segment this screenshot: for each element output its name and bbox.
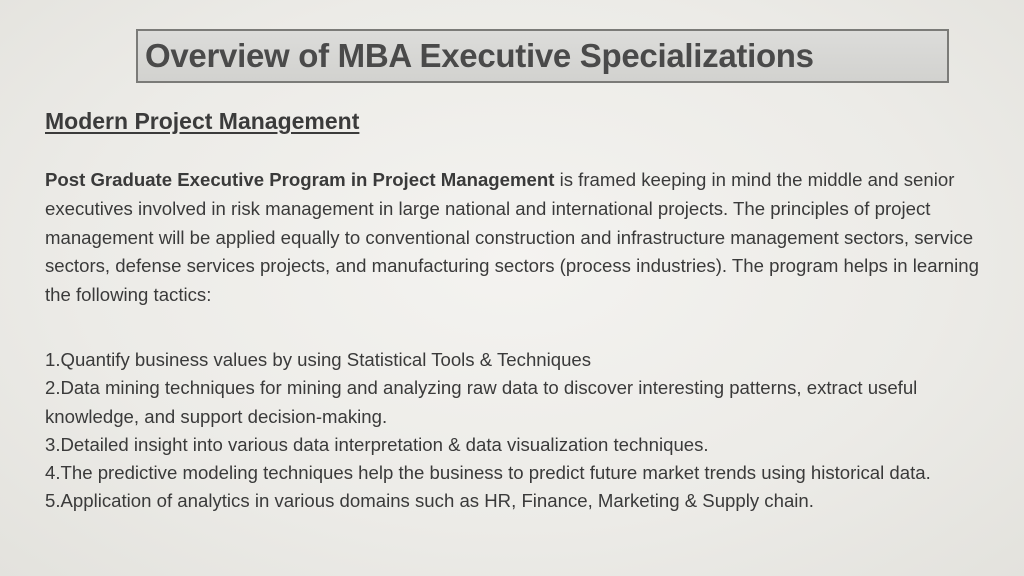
list-item: 2.Data mining techniques for mining and analyzing raw data to discover interesting patterns, extract useful knowledge, and support decision-making. — [45, 377, 918, 427]
slide-title: Overview of MBA Executive Specializations — [145, 37, 814, 74]
section-heading: Modern Project Management — [45, 108, 360, 134]
program-name: Post Graduate Executive Program in Project Management — [45, 169, 555, 190]
tactics-list — [45, 346, 1005, 516]
intro-paragraph — [45, 166, 1005, 310]
list-item: 5.Application of analytics in various domains such as HR, Finance, Marketing & Supply chain. — [45, 490, 814, 512]
list-item: 4.The predictive modeling techniques help the business to predict future market trends using historical data. — [45, 462, 931, 484]
list-item: 3.Detailed insight into various data interpretation & data visualization techniques. — [45, 433, 709, 455]
list-item: 1.Quantify business values by using Statistical Tools & Techniques — [45, 349, 592, 370]
title-box — [136, 29, 949, 83]
intro-body: is framed keeping in mind the middle and senior executives involved in risk management in large national and international projects. The principles of project management will be applied equally to conventional construction and infrastructure management sectors, service sectors, defense services projects, and manufacturing sectors (process industries). The program helps in learning the following tactics: — [45, 169, 979, 306]
